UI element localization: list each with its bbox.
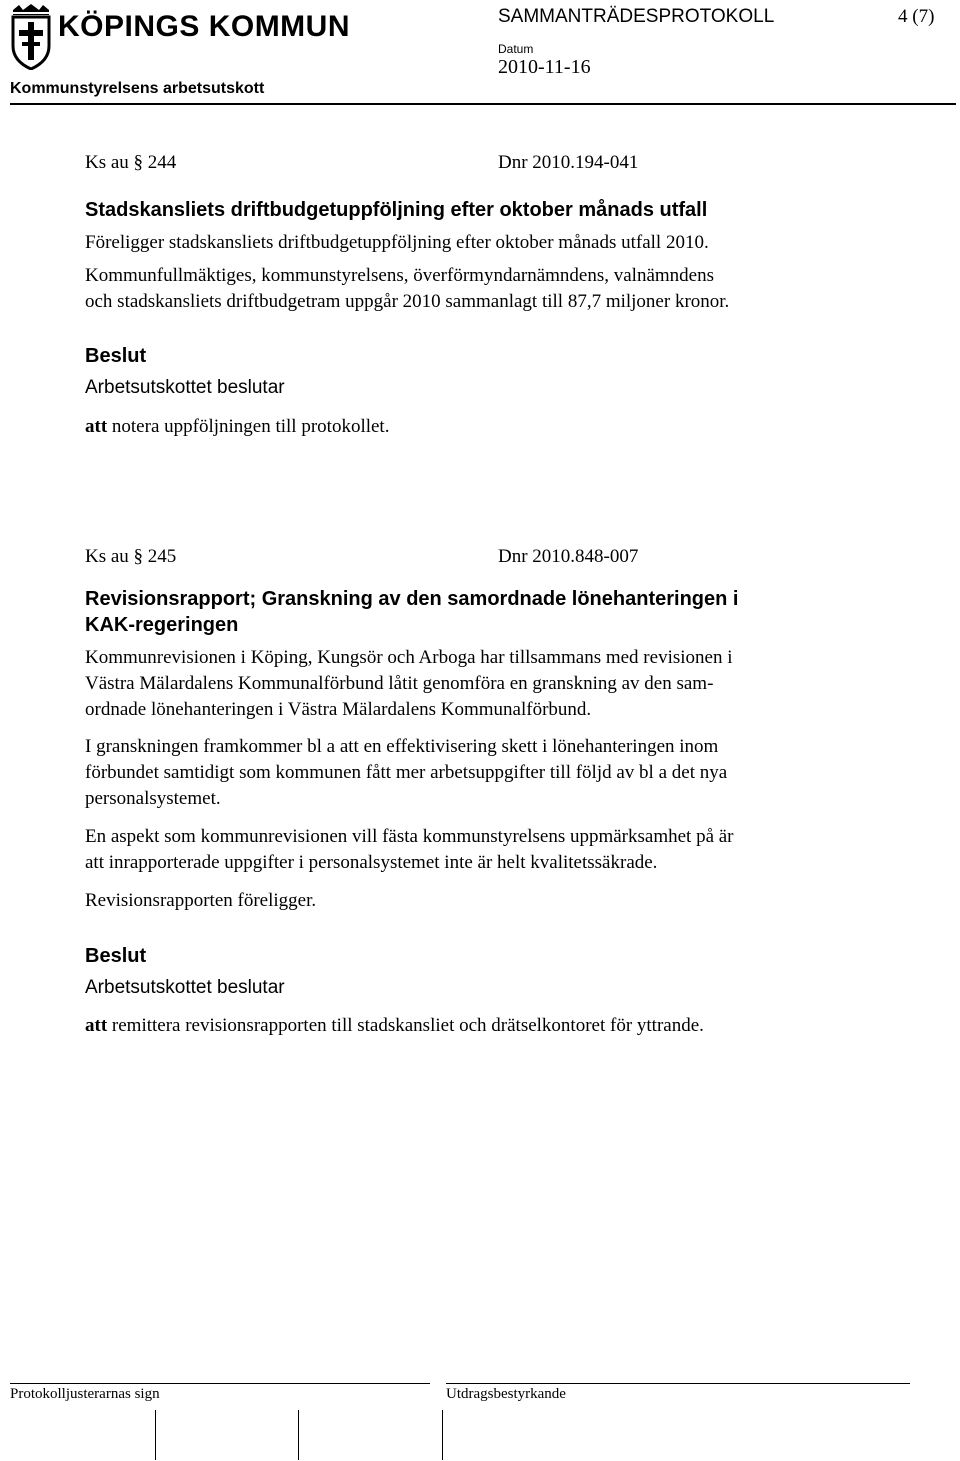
item1-text-line: Föreligger stadskansliets driftbudgetuppföljning efter oktober månads utfall 2010. <box>85 232 709 253</box>
att-word: att <box>85 416 108 437</box>
page-number: 4 (7) <box>898 6 935 27</box>
item1-decision <box>85 416 389 438</box>
item2-title-line: Revisionsrapport; Granskning av den samordnade lönehanteringen i <box>85 588 739 610</box>
item1-beslut-heading: Beslut <box>85 345 147 367</box>
item2-para4: Revisionsrapporten föreligger. <box>85 890 317 911</box>
att-word: att <box>85 1015 108 1036</box>
footer-divider-left <box>10 1383 430 1384</box>
item2-paragraph-ref: Ks au § 245 <box>85 546 177 567</box>
certification-label: Utdragsbestyrkande <box>446 1386 566 1402</box>
item1-beslut-intro: Arbetsutskottet beslutar <box>85 377 285 398</box>
signature-box-divider <box>442 1410 443 1460</box>
item2-para1-line: ordnade lönehanteringen i Västra Mälardalens Kommunalförbund. <box>85 699 592 720</box>
item2-beslut-heading: Beslut <box>85 945 147 967</box>
item2-para1-line: Kommunrevisionen i Köping, Kungsör och Arboga har tillsammans med revisionen i <box>85 647 733 668</box>
item2-dnr: Dnr 2010.848-007 <box>498 546 639 567</box>
item2-title-line: KAK-regeringen <box>85 614 239 636</box>
signature-box-divider <box>155 1410 156 1460</box>
signature-box-divider <box>298 1410 299 1460</box>
committee-name: Kommunstyrelsens arbetsutskott <box>10 80 265 97</box>
item2-para2-line: I granskningen framkommer bl a att en effektivisering skett i lönehanteringen inom <box>85 736 719 757</box>
item1-dnr: Dnr 2010.194-041 <box>498 152 639 173</box>
item2-para2-line: förbundet samtidigt som kommunen fått mer arbetsuppgifter till följd av bl a det nya <box>85 762 728 783</box>
document-type: SAMMANTRÄDESPROTOKOLL <box>498 6 775 27</box>
signature-label: Protokolljusterarnas sign <box>10 1386 160 1402</box>
meeting-date: 2010-11-16 <box>498 56 591 78</box>
item2-para3-line: att inrapporterade uppgifter i personalsystemet inte är helt kvalitetssäkrade. <box>85 852 658 873</box>
municipal-crest-icon <box>10 4 52 70</box>
footer-divider-right <box>446 1383 910 1384</box>
item2-para1-line: Västra Mälardalens Kommunalförbund låtit genomföra en granskning av den sam- <box>85 673 714 694</box>
item2-para3-line: En aspekt som kommunrevisionen vill fästa kommunstyrelsens uppmärksamhet på är <box>85 826 734 847</box>
item1-title: Stadskansliets driftbudgetuppföljning efter oktober månads utfall <box>85 199 708 221</box>
item2-para2-line: personalsystemet. <box>85 788 221 809</box>
item1-text-line: Kommunfullmäktiges, kommunstyrelsens, överförmyndarnämndens, valnämndens <box>85 265 714 286</box>
header-divider <box>10 103 956 105</box>
decision-text: notera uppföljningen till protokollet. <box>107 416 390 437</box>
item1-paragraph-ref: Ks au § 244 <box>85 152 177 173</box>
item2-beslut-intro: Arbetsutskottet beslutar <box>85 977 285 998</box>
decision-text: remittera revisionsrapporten till stadskansliet och drätselkontoret för yttrande. <box>107 1015 704 1036</box>
date-label: Datum <box>498 42 534 56</box>
item1-text-line: och stadskansliets driftbudgetram uppgår 2010 sammanlagt till 87,7 miljoner kronor. <box>85 291 730 312</box>
municipality-name: KÖPINGS KOMMUN <box>58 10 350 43</box>
item2-decision <box>85 1015 704 1037</box>
